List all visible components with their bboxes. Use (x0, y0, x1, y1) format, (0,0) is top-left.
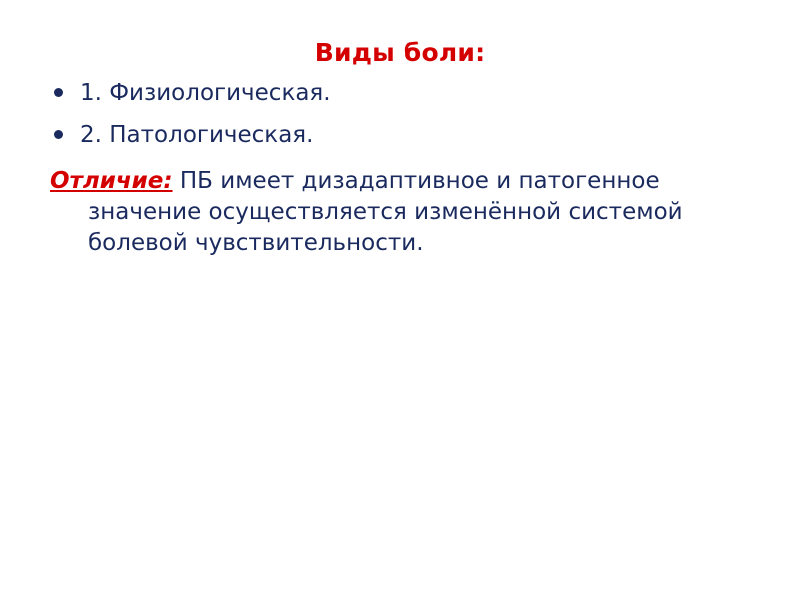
list-item (40, 76, 760, 110)
page-title: Виды боли: (314, 38, 486, 67)
note-line-2: значение осуществляется изменённой системой (88, 199, 683, 225)
note-lead-label: Отличие: (50, 168, 173, 194)
bullet-dot-icon (54, 88, 63, 97)
list-item (40, 118, 760, 152)
note-paragraph (50, 166, 750, 259)
list-item-label: 1. Физиологическая. (80, 80, 331, 106)
note-line-1: ПБ имеет дизадаптивное и патогенное (172, 168, 660, 194)
bullet-dot-icon (54, 130, 63, 139)
note-line-3: болевой чувствительности. (88, 230, 424, 256)
list-item-label: 2. Патологическая. (80, 122, 314, 148)
bullet-list (40, 76, 760, 152)
